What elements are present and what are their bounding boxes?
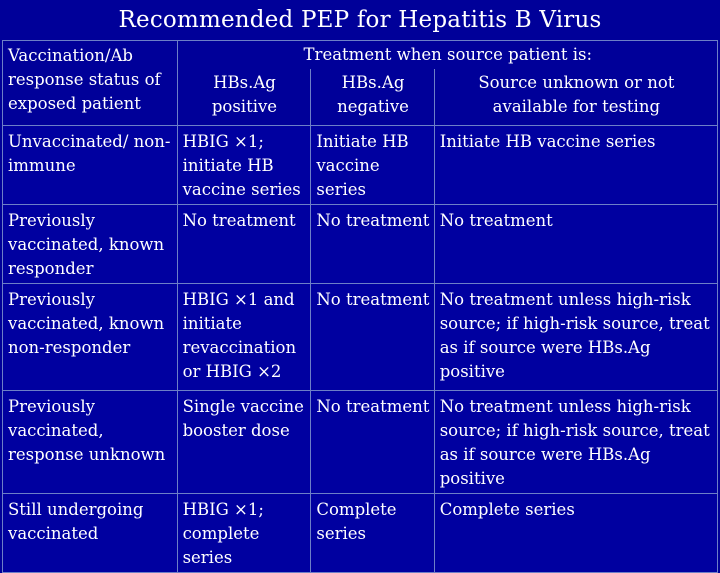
row-unk: No treatment unless high-risk source; if high-risk source, treat as if source were HBs.Ag positive — [434, 284, 717, 391]
row-neg: No treatment — [311, 205, 434, 284]
row-status: Previously vaccinated, known responder — [3, 205, 178, 284]
row-neg: No treatment — [311, 391, 434, 494]
table-row — [3, 126, 718, 205]
header-neg-cell — [311, 69, 434, 126]
row-neg: No treatment — [311, 284, 434, 391]
row-pos: No treatment — [177, 205, 311, 284]
header-treatment-group — [177, 41, 717, 70]
row-neg: Initiate HB vaccine series — [311, 126, 434, 205]
row-unk: Complete series — [434, 494, 717, 573]
table-row — [3, 205, 718, 284]
slide-title: Recommended PEP for Hepatitis B Virus — [0, 0, 720, 40]
table-header-row-1 — [3, 41, 718, 70]
row-status: Still undergoing vaccinated — [3, 494, 178, 573]
table-row — [3, 494, 718, 573]
header-status-cell — [3, 41, 178, 126]
row-neg: Complete series — [311, 494, 434, 573]
table-row — [3, 391, 718, 494]
row-status: Previously vaccinated, known non-responder — [3, 284, 178, 391]
header-pos-cell — [177, 69, 311, 126]
row-unk: No treatment unless high-risk source; if high-risk source, treat as if source were HBs.Ag positive — [434, 391, 717, 494]
header-unk-label: Source unknown or not available for testing — [478, 73, 675, 116]
header-treatment-label: Treatment when source patient is: — [303, 45, 593, 64]
header-status-label: Vaccination/Ab response status of exposed patient — [8, 46, 161, 113]
row-status: Unvaccinated/ non-immune — [3, 126, 178, 205]
table-row — [3, 284, 718, 391]
row-pos: HBIG ×1; initiate HB vaccine series — [177, 126, 311, 205]
row-unk: Initiate HB vaccine series — [434, 126, 717, 205]
pep-table — [2, 40, 718, 573]
row-pos: Single vaccine booster dose — [177, 391, 311, 494]
row-pos: HBIG ×1; complete series — [177, 494, 311, 573]
header-pos-label: HBs.Ag positive — [211, 73, 278, 116]
row-pos: HBIG ×1 and initiate revaccination or HBIG ×2 — [177, 284, 311, 391]
row-unk: No treatment — [434, 205, 717, 284]
header-unk-cell — [434, 69, 717, 126]
row-status: Previously vaccinated, response unknown — [3, 391, 178, 494]
header-neg-label: HBs.Ag negative — [337, 73, 409, 116]
